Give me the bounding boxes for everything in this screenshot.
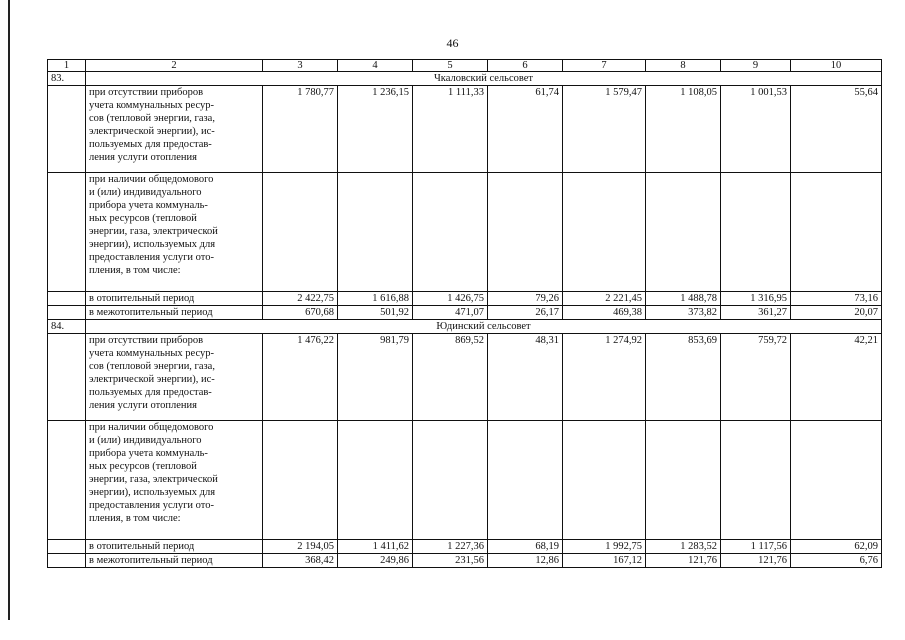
value-cell (563, 421, 646, 540)
description-line: энергии), используемых для (89, 487, 216, 498)
value-cell: 48,31 (488, 334, 563, 421)
description-line: энергии), используемых для (89, 239, 216, 250)
description-line: ных ресурсов (тепловой (89, 461, 197, 472)
value-cell: 12,86 (488, 554, 563, 568)
value-cell: 249,86 (338, 554, 413, 568)
value-cell: 55,64 (791, 86, 882, 173)
column-header: 10 (791, 60, 882, 72)
value-cell: 1 283,52 (646, 540, 721, 554)
value-cell: 869,52 (413, 334, 488, 421)
value-cell: 20,07 (791, 306, 882, 320)
table-row (48, 306, 882, 320)
value-cell: 61,74 (488, 86, 563, 173)
value-cell: 368,42 (263, 554, 338, 568)
value-cell: 26,17 (488, 306, 563, 320)
column-header: 3 (263, 60, 338, 72)
table-row (48, 292, 882, 306)
description-line: электрической энергии), ис- (89, 126, 215, 137)
row-description (86, 540, 263, 554)
description-line: и (или) индивидуального (89, 435, 202, 446)
description-line: ления услуги отопления (89, 152, 197, 163)
description-line: предоставления услуги ото- (89, 500, 214, 511)
row-number-cell (48, 540, 86, 554)
value-cell: 670,68 (263, 306, 338, 320)
value-cell (721, 173, 791, 292)
description-line: пользуемых для предостав- (89, 139, 212, 150)
description-line: прибора учета коммуналь- (89, 200, 208, 211)
column-header: 8 (646, 60, 721, 72)
description-line: сов (тепловой энергии, газа, (89, 361, 215, 372)
description-line: ных ресурсов (тепловой (89, 213, 197, 224)
column-header: 4 (338, 60, 413, 72)
column-header: 7 (563, 60, 646, 72)
table-body (48, 60, 882, 568)
value-cell: 471,07 (413, 306, 488, 320)
description-line: учета коммунальных ресур- (89, 100, 214, 111)
value-cell: 853,69 (646, 334, 721, 421)
section-number: 83. (48, 72, 86, 86)
table-row (48, 554, 882, 568)
value-cell: 1 488,78 (646, 292, 721, 306)
page-number: 46 (446, 36, 459, 50)
value-cell: 759,72 (721, 334, 791, 421)
description-line: в отопительный период (89, 293, 195, 304)
value-cell: 1 476,22 (263, 334, 338, 421)
row-description (86, 421, 263, 540)
value-cell: 231,56 (413, 554, 488, 568)
description-line: энергии, газа, электрической (89, 474, 218, 485)
table-row (48, 334, 882, 421)
table-row (48, 421, 882, 540)
value-cell: 121,76 (721, 554, 791, 568)
value-cell (646, 421, 721, 540)
section-number: 84. (48, 320, 86, 334)
row-description (86, 86, 263, 173)
value-cell: 79,26 (488, 292, 563, 306)
value-cell (413, 421, 488, 540)
municipality-name: Чкаловский сельсовет (86, 72, 882, 86)
description-line: при отсутствии приборов (89, 87, 204, 98)
row-number-cell (48, 306, 86, 320)
row-number-cell (48, 421, 86, 540)
value-cell (488, 173, 563, 292)
value-cell: 6,76 (791, 554, 882, 568)
row-description (86, 554, 263, 568)
description-line: в межотопительный период (89, 555, 213, 566)
description-line: в отопительный период (89, 541, 195, 552)
value-cell: 1 117,56 (721, 540, 791, 554)
description-line: при наличии общедомового (89, 174, 214, 185)
value-cell (563, 173, 646, 292)
value-cell: 501,92 (338, 306, 413, 320)
value-cell: 981,79 (338, 334, 413, 421)
value-cell: 1 236,15 (338, 86, 413, 173)
description-line: электрической энергии), ис- (89, 374, 215, 385)
description-line: прибора учета коммуналь- (89, 448, 208, 459)
municipality-row (48, 320, 882, 334)
description-line: сов (тепловой энергии, газа, (89, 113, 215, 124)
municipality-row (48, 72, 882, 86)
table-row (48, 173, 882, 292)
value-cell (646, 173, 721, 292)
value-cell: 1 108,05 (646, 86, 721, 173)
value-cell (263, 421, 338, 540)
value-cell (721, 421, 791, 540)
value-cell: 1 992,75 (563, 540, 646, 554)
value-cell: 2 194,05 (263, 540, 338, 554)
column-header: 2 (86, 60, 263, 72)
value-cell: 167,12 (563, 554, 646, 568)
table-row (48, 540, 882, 554)
value-cell: 68,19 (488, 540, 563, 554)
row-number-cell (48, 86, 86, 173)
value-cell (791, 173, 882, 292)
column-header: 6 (488, 60, 563, 72)
table-row (48, 86, 882, 173)
value-cell (488, 421, 563, 540)
value-cell: 2 221,45 (563, 292, 646, 306)
value-cell: 1 780,77 (263, 86, 338, 173)
column-header: 1 (48, 60, 86, 72)
row-number-cell (48, 292, 86, 306)
description-line: ления услуги отопления (89, 400, 197, 411)
value-cell (263, 173, 338, 292)
row-number-cell (48, 334, 86, 421)
tariff-table (47, 59, 882, 568)
column-header: 5 (413, 60, 488, 72)
value-cell: 1 426,75 (413, 292, 488, 306)
binding-edge-line (8, 0, 10, 620)
description-line: пления, в том числе: (89, 513, 181, 524)
description-line: учета коммунальных ресур- (89, 348, 214, 359)
row-description (86, 173, 263, 292)
value-cell: 373,82 (646, 306, 721, 320)
description-line: пления, в том числе: (89, 265, 181, 276)
value-cell: 62,09 (791, 540, 882, 554)
description-line: и (или) индивидуального (89, 187, 202, 198)
description-line: в межотопительный период (89, 307, 213, 318)
value-cell: 1 316,95 (721, 292, 791, 306)
row-description (86, 306, 263, 320)
value-cell (791, 421, 882, 540)
value-cell: 2 422,75 (263, 292, 338, 306)
value-cell: 1 579,47 (563, 86, 646, 173)
value-cell: 469,38 (563, 306, 646, 320)
municipality-name: Юдинский сельсовет (86, 320, 882, 334)
value-cell (338, 173, 413, 292)
row-description (86, 292, 263, 306)
description-line: энергии, газа, электрической (89, 226, 218, 237)
value-cell (413, 173, 488, 292)
column-header: 9 (721, 60, 791, 72)
value-cell: 1 227,36 (413, 540, 488, 554)
description-line: предоставления услуги ото- (89, 252, 214, 263)
value-cell (338, 421, 413, 540)
value-cell: 1 001,53 (721, 86, 791, 173)
row-number-cell (48, 554, 86, 568)
description-line: пользуемых для предостав- (89, 387, 212, 398)
value-cell: 1 411,62 (338, 540, 413, 554)
description-line: при наличии общедомового (89, 422, 214, 433)
value-cell: 73,16 (791, 292, 882, 306)
value-cell: 121,76 (646, 554, 721, 568)
value-cell: 361,27 (721, 306, 791, 320)
value-cell: 1 616,88 (338, 292, 413, 306)
value-cell: 1 111,33 (413, 86, 488, 173)
column-number-header-row (48, 60, 882, 72)
row-number-cell (48, 173, 86, 292)
description-line: при отсутствии приборов (89, 335, 204, 346)
value-cell: 42,21 (791, 334, 882, 421)
value-cell: 1 274,92 (563, 334, 646, 421)
row-description (86, 334, 263, 421)
